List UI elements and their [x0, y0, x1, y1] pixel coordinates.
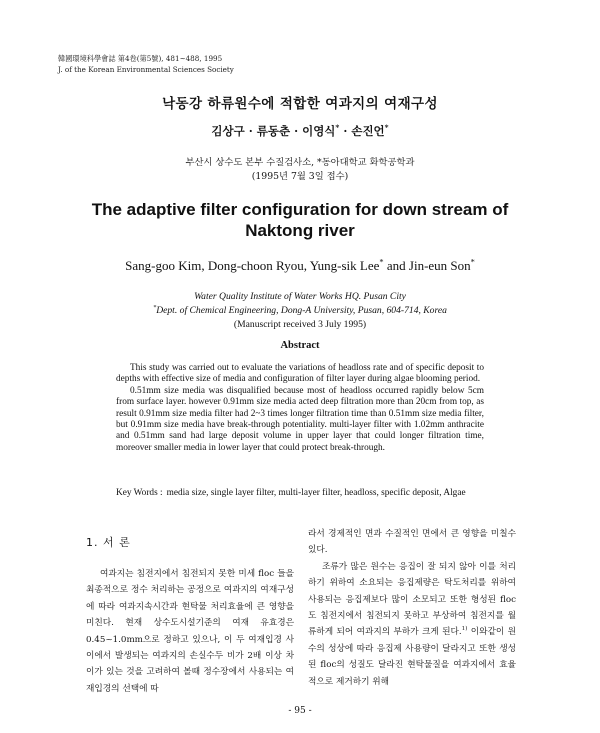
- keywords: [116, 488, 484, 499]
- english-affiliation-line: *Dept. of Chemical Engineering, Dong-A University, Pusan, 604-714, Korea: [153, 303, 447, 316]
- english-affiliation: [0, 290, 600, 332]
- english-title-line: The adaptive filter configuration for down stream of: [91, 200, 509, 219]
- korean-author-mark: *: [335, 123, 340, 133]
- keywords-label: Key Words :: [116, 488, 163, 498]
- english-authors-part1: Sang-goo Kim, Dong-choon Ryou, Yung-sik Lee: [125, 258, 380, 273]
- korean-affiliation: [0, 156, 600, 184]
- section-heading: 1. 서 론: [86, 536, 131, 549]
- body-paragraph: 라서 경제적인 면과 수질적인 면에서 큰 영향을 미칠수 있다.: [308, 529, 516, 556]
- english-affiliation-line: Water Quality Institute of Water Works HQ. Pusan City: [194, 291, 406, 302]
- korean-authors-part1: 김상구 · 류동춘 · 이영식: [211, 124, 336, 138]
- english-title: [0, 199, 600, 241]
- abstract-paragraph: 0.51mm size media was disqualified because most of headloss occurred rapidly below 5cm from surface layer. however 0.91mm size media acted deep filtration more than 20cm from top, as result 0.91mm size media filter had 2~3 times longer filtration time than 0.51mm size media filter, but 0.91mm size media have break-through potentiality. multi-layer filter with 1.02mm anthracite and 0.51mm sand had large deposit volume in upper layer that could longer filtration time, moreover smaller media in lower layer that could protect break-through.: [116, 385, 484, 453]
- keywords-list: media size, single layer filter, multi-layer filter, headloss, specific deposit, Algae: [166, 488, 466, 498]
- body-paragraph: 여과지는 침전지에서 침전되지 못한 미세 floc 들을 최종적으로 정수 처리하는 공정으로 여과지의 여재구성에 따라 여과지속시간과 현탁물 처리효율에 큰 영향을 미친다. 현재 상수도시설기준의 여재 유효경은 0.45~1.0mm으로 정하고 있으나, 이 두 여재입경 사이에서 발생되는 여과지의 손실수두 비가 2배 이상 차이가 있는 것을 고려하여 볼때 정수장에서 사용되는 여재입경의 선택에 따: [86, 569, 294, 694]
- journal-citation-english: J. of the Korean Environmental Sciences Society: [58, 65, 234, 74]
- abstract-body: [116, 363, 484, 454]
- reference-mark: 1): [461, 626, 468, 633]
- korean-affiliation-line: 부산시 상수도 본부 수질검사소, *동아대학교 화학공학과: [185, 157, 415, 168]
- body-paragraph: 조류가 많은 원수는 응집이 잘 되지 않아 이를 처리하기 위하여 소요되는 응집제량은 탁도처리를 위하여 사용되는 응집제보다 많이 소모되고 또한 형성된 floc도 침전지에서 침전되지 못하고 부상하여 침전지를 월류하게 되어 여과지의 부하가 크게 된다.$^{1)}$ 이와같이 원수의 성상에 따라 응집제 사용량이 달라지고 또한 생성된 floc의 성질도 달라진 현탁물질을 여과지에서 효율적으로 제거하기 위해: [308, 561, 517, 687]
- journal-citation-korean: 韓國環境科學會誌 第4卷(第5號), 481~488, 1995: [58, 54, 223, 63]
- english-author-mark: *: [379, 256, 384, 267]
- english-author-mark: *: [470, 256, 475, 267]
- korean-title: 낙동강 하류원수에 적합한 여과지의 여재구성: [162, 96, 438, 112]
- page-number: - 95 -: [288, 706, 312, 716]
- english-affiliation-mark: *: [153, 303, 157, 311]
- english-title-line: Naktong river: [245, 221, 355, 240]
- right-column: [308, 526, 516, 690]
- korean-received-date: (1995년 7월 3일 접수): [251, 171, 349, 182]
- korean-authors-part2: · 손진언: [339, 124, 385, 138]
- left-column: [86, 566, 294, 697]
- korean-authors: [0, 123, 600, 139]
- abstract-paragraph: This study was carried out to evaluate the variations of headloss rate and of specific deposit to depths with effective size of media and configuration of filter layer during algae blooming period.: [116, 363, 484, 385]
- english-received-date: (Manuscript received 3 July 1995): [233, 319, 367, 330]
- journal-citation: [58, 53, 234, 75]
- korean-author-mark: *: [384, 123, 389, 133]
- abstract-heading: Abstract: [280, 340, 320, 351]
- english-authors-part2: and Jin-eun Son: [383, 258, 471, 273]
- english-authors: [0, 258, 600, 274]
